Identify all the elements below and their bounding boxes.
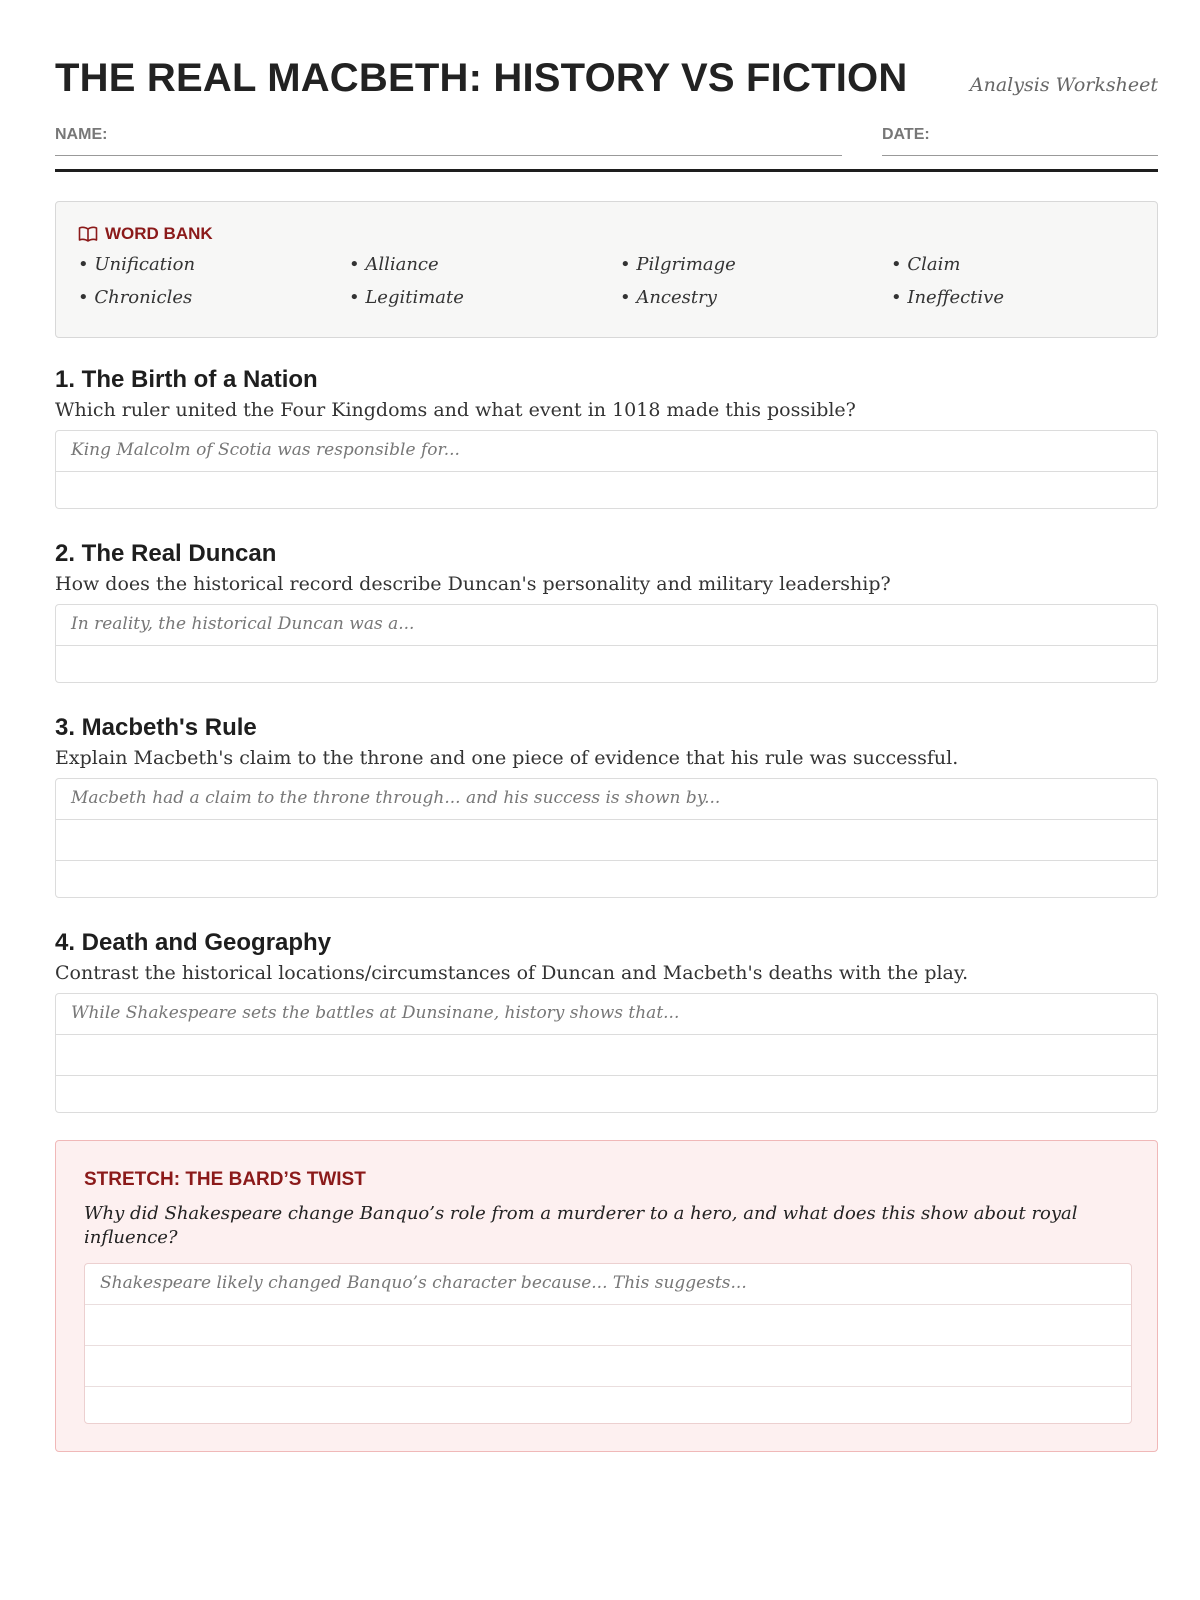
answer-line[interactable] bbox=[56, 1076, 1157, 1112]
sentence-starter[interactable]: Macbeth had a claim to the throne through... and his success is shown by... bbox=[56, 779, 1157, 820]
word-bank-item: • Unification bbox=[78, 254, 196, 275]
open-book-icon bbox=[78, 226, 98, 242]
question-title: 1. The Birth of a Nation bbox=[55, 366, 318, 393]
answer-line[interactable] bbox=[56, 861, 1157, 897]
answer-line[interactable] bbox=[56, 646, 1157, 682]
sentence-starter[interactable]: Shakespeare likely changed Banquo’s character because... This suggests... bbox=[85, 1264, 1131, 1305]
word-bank-list bbox=[78, 254, 1138, 308]
answer-line[interactable] bbox=[85, 1305, 1131, 1346]
answer-line[interactable] bbox=[56, 1035, 1157, 1076]
date-field[interactable] bbox=[882, 122, 1158, 156]
page-subtitle: Analysis Worksheet bbox=[969, 74, 1158, 96]
question-4 bbox=[55, 929, 1158, 1113]
sentence-starter[interactable]: King Malcolm of Scotia was responsible for... bbox=[56, 431, 1157, 472]
question-prompt: Contrast the historical locations/circumstances of Duncan and Macbeth's deaths with the play. bbox=[55, 962, 969, 984]
question-title: 4. Death and Geography bbox=[55, 929, 332, 956]
word-bank bbox=[55, 201, 1158, 338]
worksheet-header bbox=[55, 56, 1158, 106]
word-bank-item: • Claim bbox=[891, 254, 961, 275]
page-title: THE REAL MACBETH: HISTORY VS FICTION bbox=[55, 56, 908, 100]
question-title: 3. Macbeth's Rule bbox=[55, 714, 257, 741]
stretch-prompt: Why did Shakespeare change Banquo’s role from a murderer to a hero, and what does this show about royal influence? bbox=[84, 1203, 1078, 1248]
word-bank-item: • Ineffective bbox=[891, 287, 1004, 308]
word-bank-item: • Alliance bbox=[349, 254, 439, 275]
date-label: DATE: bbox=[882, 126, 930, 143]
question-3 bbox=[55, 714, 1158, 898]
stretch-title: STRETCH: THE BARD’S TWIST bbox=[84, 1169, 366, 1190]
name-label: NAME: bbox=[55, 126, 108, 143]
answer-line[interactable] bbox=[56, 472, 1157, 508]
question-prompt: How does the historical record describe Duncan's personality and military leadership? bbox=[55, 573, 891, 595]
stretch-section bbox=[55, 1140, 1158, 1452]
student-info-row bbox=[55, 122, 1158, 158]
question-prompt: Which ruler united the Four Kingdoms and what event in 1018 made this possible? bbox=[55, 399, 856, 421]
answer-line[interactable] bbox=[85, 1346, 1131, 1387]
sentence-starter[interactable]: In reality, the historical Duncan was a... bbox=[56, 605, 1157, 646]
answer-line[interactable] bbox=[56, 820, 1157, 861]
answer-line[interactable] bbox=[85, 1387, 1131, 1423]
stretch-answer-box[interactable] bbox=[84, 1263, 1132, 1424]
question-1 bbox=[55, 366, 1158, 509]
word-bank-title: WORD BANK bbox=[105, 224, 213, 243]
word-bank-header bbox=[78, 224, 213, 244]
sentence-starter[interactable]: While Shakespeare sets the battles at Dunsinane, history shows that... bbox=[56, 994, 1157, 1035]
question-prompt: Explain Macbeth's claim to the throne and one piece of evidence that his rule was successful. bbox=[55, 747, 959, 769]
answer-box[interactable] bbox=[55, 430, 1158, 509]
word-bank-item: • Pilgrimage bbox=[620, 254, 736, 275]
header-divider bbox=[55, 169, 1158, 172]
question-title: 2. The Real Duncan bbox=[55, 540, 277, 567]
worksheet-page bbox=[55, 0, 1158, 1600]
word-bank-item: • Chronicles bbox=[78, 287, 193, 308]
answer-box[interactable] bbox=[55, 778, 1158, 898]
question-2 bbox=[55, 540, 1158, 683]
name-field[interactable] bbox=[55, 122, 842, 156]
word-bank-item: • Ancestry bbox=[620, 287, 717, 308]
answer-box[interactable] bbox=[55, 604, 1158, 683]
word-bank-item: • Legitimate bbox=[349, 287, 464, 308]
answer-box[interactable] bbox=[55, 993, 1158, 1113]
